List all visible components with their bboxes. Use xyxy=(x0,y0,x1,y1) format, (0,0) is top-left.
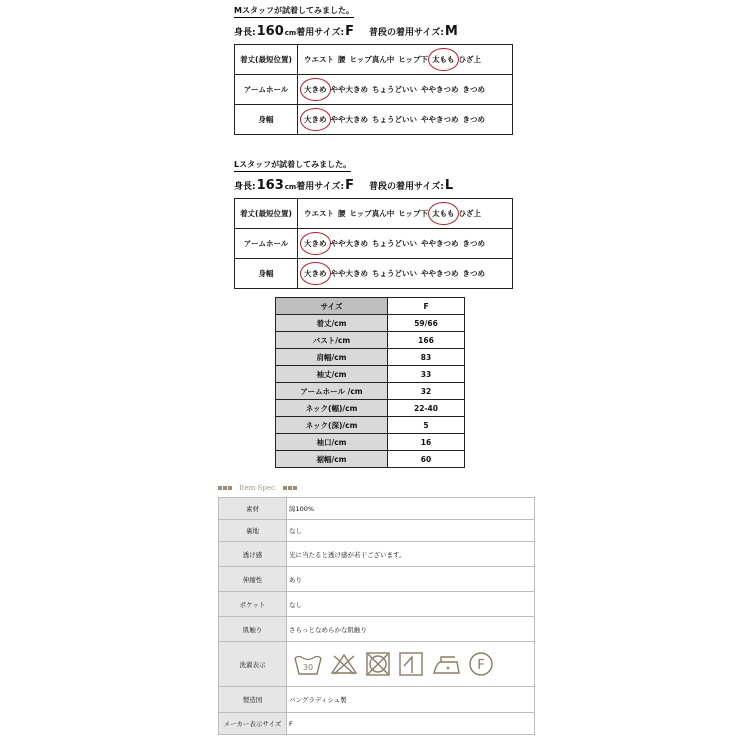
size-value: 166 xyxy=(388,332,465,349)
usual-size-label: 普段の着用サイズ: xyxy=(368,182,444,192)
spec-value: 綿100% xyxy=(287,498,535,520)
spec-row xyxy=(219,713,535,735)
spec-row xyxy=(219,567,535,592)
fit-option: ウエスト xyxy=(304,209,334,218)
no-bleach-icon xyxy=(330,652,358,676)
fit-row-label: 身幅 xyxy=(235,105,298,135)
wear-size-value: F xyxy=(345,24,354,39)
spec-key: 洗濯表示 xyxy=(219,642,287,687)
fit-option: やや大きめ xyxy=(330,85,368,94)
fit-option: ちょうどいい xyxy=(372,85,417,94)
fit-row-options xyxy=(298,45,513,75)
spec-key: 素材 xyxy=(219,498,287,520)
dry-clean-f-icon xyxy=(468,651,494,677)
fit-row-label: 着丈(最短位置) xyxy=(235,45,298,75)
fit-option: ちょうどいい xyxy=(372,115,417,124)
fit-option: ヒップ下 xyxy=(398,55,429,64)
fit-option: 腰 xyxy=(338,55,346,64)
fit-option: やや大きめ xyxy=(330,269,368,278)
height-unit: cm xyxy=(284,183,297,191)
svg-text:F: F xyxy=(477,658,485,673)
spec-key: 製造国 xyxy=(219,687,287,713)
spec-key: 肌触り xyxy=(219,617,287,642)
size-row xyxy=(276,315,465,332)
fit-option: やや大きめ xyxy=(330,239,368,248)
fit-row xyxy=(235,199,513,229)
fit-row xyxy=(235,75,513,105)
fit-option: ややきつめ xyxy=(421,269,459,278)
spec-key: 透け感 xyxy=(219,542,287,567)
height-label: 身長: xyxy=(234,28,256,38)
fit-option: きつめ xyxy=(462,239,485,248)
fit-option-selected: 太もも xyxy=(432,209,455,218)
spec-row xyxy=(219,642,535,687)
item-spec-title: Item Spec. xyxy=(239,484,278,492)
fit-row-options xyxy=(298,199,513,229)
size-key: ネック(幅)/cm xyxy=(276,400,388,417)
svg-text:30: 30 xyxy=(302,663,314,672)
size-value: 33 xyxy=(388,366,465,383)
usual-size-value: L xyxy=(444,178,454,193)
item-spec-table xyxy=(218,497,535,735)
spec-value: F xyxy=(287,713,535,735)
height-value: 163 xyxy=(256,178,284,193)
fit-option: ヒップ真ん中 xyxy=(349,209,395,218)
fit-row xyxy=(235,259,513,289)
fit-option: ちょうどいい xyxy=(372,269,417,278)
spec-key: 裏地 xyxy=(219,520,287,542)
m-staff-info xyxy=(234,24,459,39)
spec-value: さらっとなめらかな肌触り xyxy=(287,617,535,642)
fit-row-label: アームホール xyxy=(235,75,298,105)
size-value: 83 xyxy=(388,349,465,366)
spec-row xyxy=(219,542,535,567)
usual-size-value: M xyxy=(444,24,458,39)
fit-row-options xyxy=(298,105,513,135)
height-unit: cm xyxy=(284,29,297,37)
fit-row-label: 着丈(最短位置) xyxy=(235,199,298,229)
size-row xyxy=(276,451,465,468)
fit-option: ちょうどいい xyxy=(372,239,417,248)
wear-size-value: F xyxy=(345,178,354,193)
size-table xyxy=(275,297,465,468)
size-header-key: サイズ xyxy=(276,298,388,315)
size-value: 22-40 xyxy=(388,400,465,417)
spec-value: 光に当たると透け感が若干ございます。 xyxy=(287,542,535,567)
size-row xyxy=(276,400,465,417)
fit-option-selected: 大きめ xyxy=(304,85,327,94)
fit-option: きつめ xyxy=(462,115,485,124)
size-key: 裾幅/cm xyxy=(276,451,388,468)
fit-row-options xyxy=(298,229,513,259)
fit-option: ヒップ真ん中 xyxy=(349,55,395,64)
fit-row-label: 身幅 xyxy=(235,259,298,289)
fit-row xyxy=(235,45,513,75)
fit-option: ややきつめ xyxy=(421,239,459,248)
size-value: 32 xyxy=(388,383,465,400)
size-value: 60 xyxy=(388,451,465,468)
height-label: 身長: xyxy=(234,182,256,192)
size-row xyxy=(276,434,465,451)
l-staff-fit-table xyxy=(234,198,513,289)
spec-value xyxy=(287,642,535,687)
fit-row xyxy=(235,229,513,259)
fit-option: ややきつめ xyxy=(421,115,459,124)
height-value: 160 xyxy=(256,24,284,39)
size-value: 16 xyxy=(388,434,465,451)
fit-option: ひざ上 xyxy=(458,209,482,218)
spec-row xyxy=(219,592,535,617)
decor-squares-right xyxy=(283,486,298,490)
m-staff-title: Mスタッフが試着してみました。 xyxy=(234,5,354,18)
spec-row xyxy=(219,617,535,642)
fit-option-selected: 大きめ xyxy=(304,115,327,124)
fit-option-selected: 大きめ xyxy=(304,239,327,248)
size-row xyxy=(276,383,465,400)
spec-key: メーカー表示サイズ xyxy=(219,713,287,735)
size-value: 59/66 xyxy=(388,315,465,332)
m-staff-fit-table xyxy=(234,44,513,135)
l-staff-info xyxy=(234,178,454,193)
l-staff-title: Lスタッフが試着してみました。 xyxy=(234,159,351,172)
fit-option: ウエスト xyxy=(304,55,334,64)
spec-key: ポケット xyxy=(219,592,287,617)
line-dry-icon xyxy=(398,652,424,676)
spec-value: なし xyxy=(287,592,535,617)
fit-option: きつめ xyxy=(462,269,485,278)
size-row xyxy=(276,366,465,383)
size-row xyxy=(276,417,465,434)
fit-option: ややきつめ xyxy=(421,85,459,94)
size-key: アームホール /cm xyxy=(276,383,388,400)
spec-row xyxy=(219,687,535,713)
size-key: バスト/cm xyxy=(276,332,388,349)
size-key: 袖丈/cm xyxy=(276,366,388,383)
size-key: 着丈/cm xyxy=(276,315,388,332)
fit-option: ひざ上 xyxy=(458,55,482,64)
fit-row-options xyxy=(298,75,513,105)
spec-value: あり xyxy=(287,567,535,592)
size-key: 袖口/cm xyxy=(276,434,388,451)
fit-row-options xyxy=(298,259,513,289)
fit-option: やや大きめ xyxy=(330,115,368,124)
spec-row xyxy=(219,498,535,520)
item-spec-heading xyxy=(218,484,304,492)
wear-size-label: 着用サイズ: xyxy=(296,28,345,38)
fit-row xyxy=(235,105,513,135)
size-header-value: F xyxy=(388,298,465,315)
fit-option-selected: 大きめ xyxy=(304,269,327,278)
spec-value: なし xyxy=(287,520,535,542)
spec-row xyxy=(219,520,535,542)
fit-option: きつめ xyxy=(462,85,485,94)
care-icons xyxy=(289,651,534,677)
usual-size-label: 普段の着用サイズ: xyxy=(368,28,444,38)
size-row xyxy=(276,349,465,366)
spec-value: バングラディシュ製 xyxy=(287,687,535,713)
size-value: 5 xyxy=(388,417,465,434)
spec-key: 伸縮性 xyxy=(219,567,287,592)
fit-option-selected: 太もも xyxy=(432,55,455,64)
size-row xyxy=(276,332,465,349)
decor-squares-left xyxy=(218,486,233,490)
fit-option: 腰 xyxy=(338,209,346,218)
iron-low-icon xyxy=(431,652,461,676)
size-table-header xyxy=(276,298,465,315)
size-key: ネック(深)/cm xyxy=(276,417,388,434)
fit-row-label: アームホール xyxy=(235,229,298,259)
fit-option: ヒップ下 xyxy=(398,209,429,218)
no-tumble-dry-icon xyxy=(365,652,391,676)
wash-30-icon xyxy=(293,652,323,676)
size-key: 肩幅/cm xyxy=(276,349,388,366)
wear-size-label: 着用サイズ: xyxy=(296,182,345,192)
